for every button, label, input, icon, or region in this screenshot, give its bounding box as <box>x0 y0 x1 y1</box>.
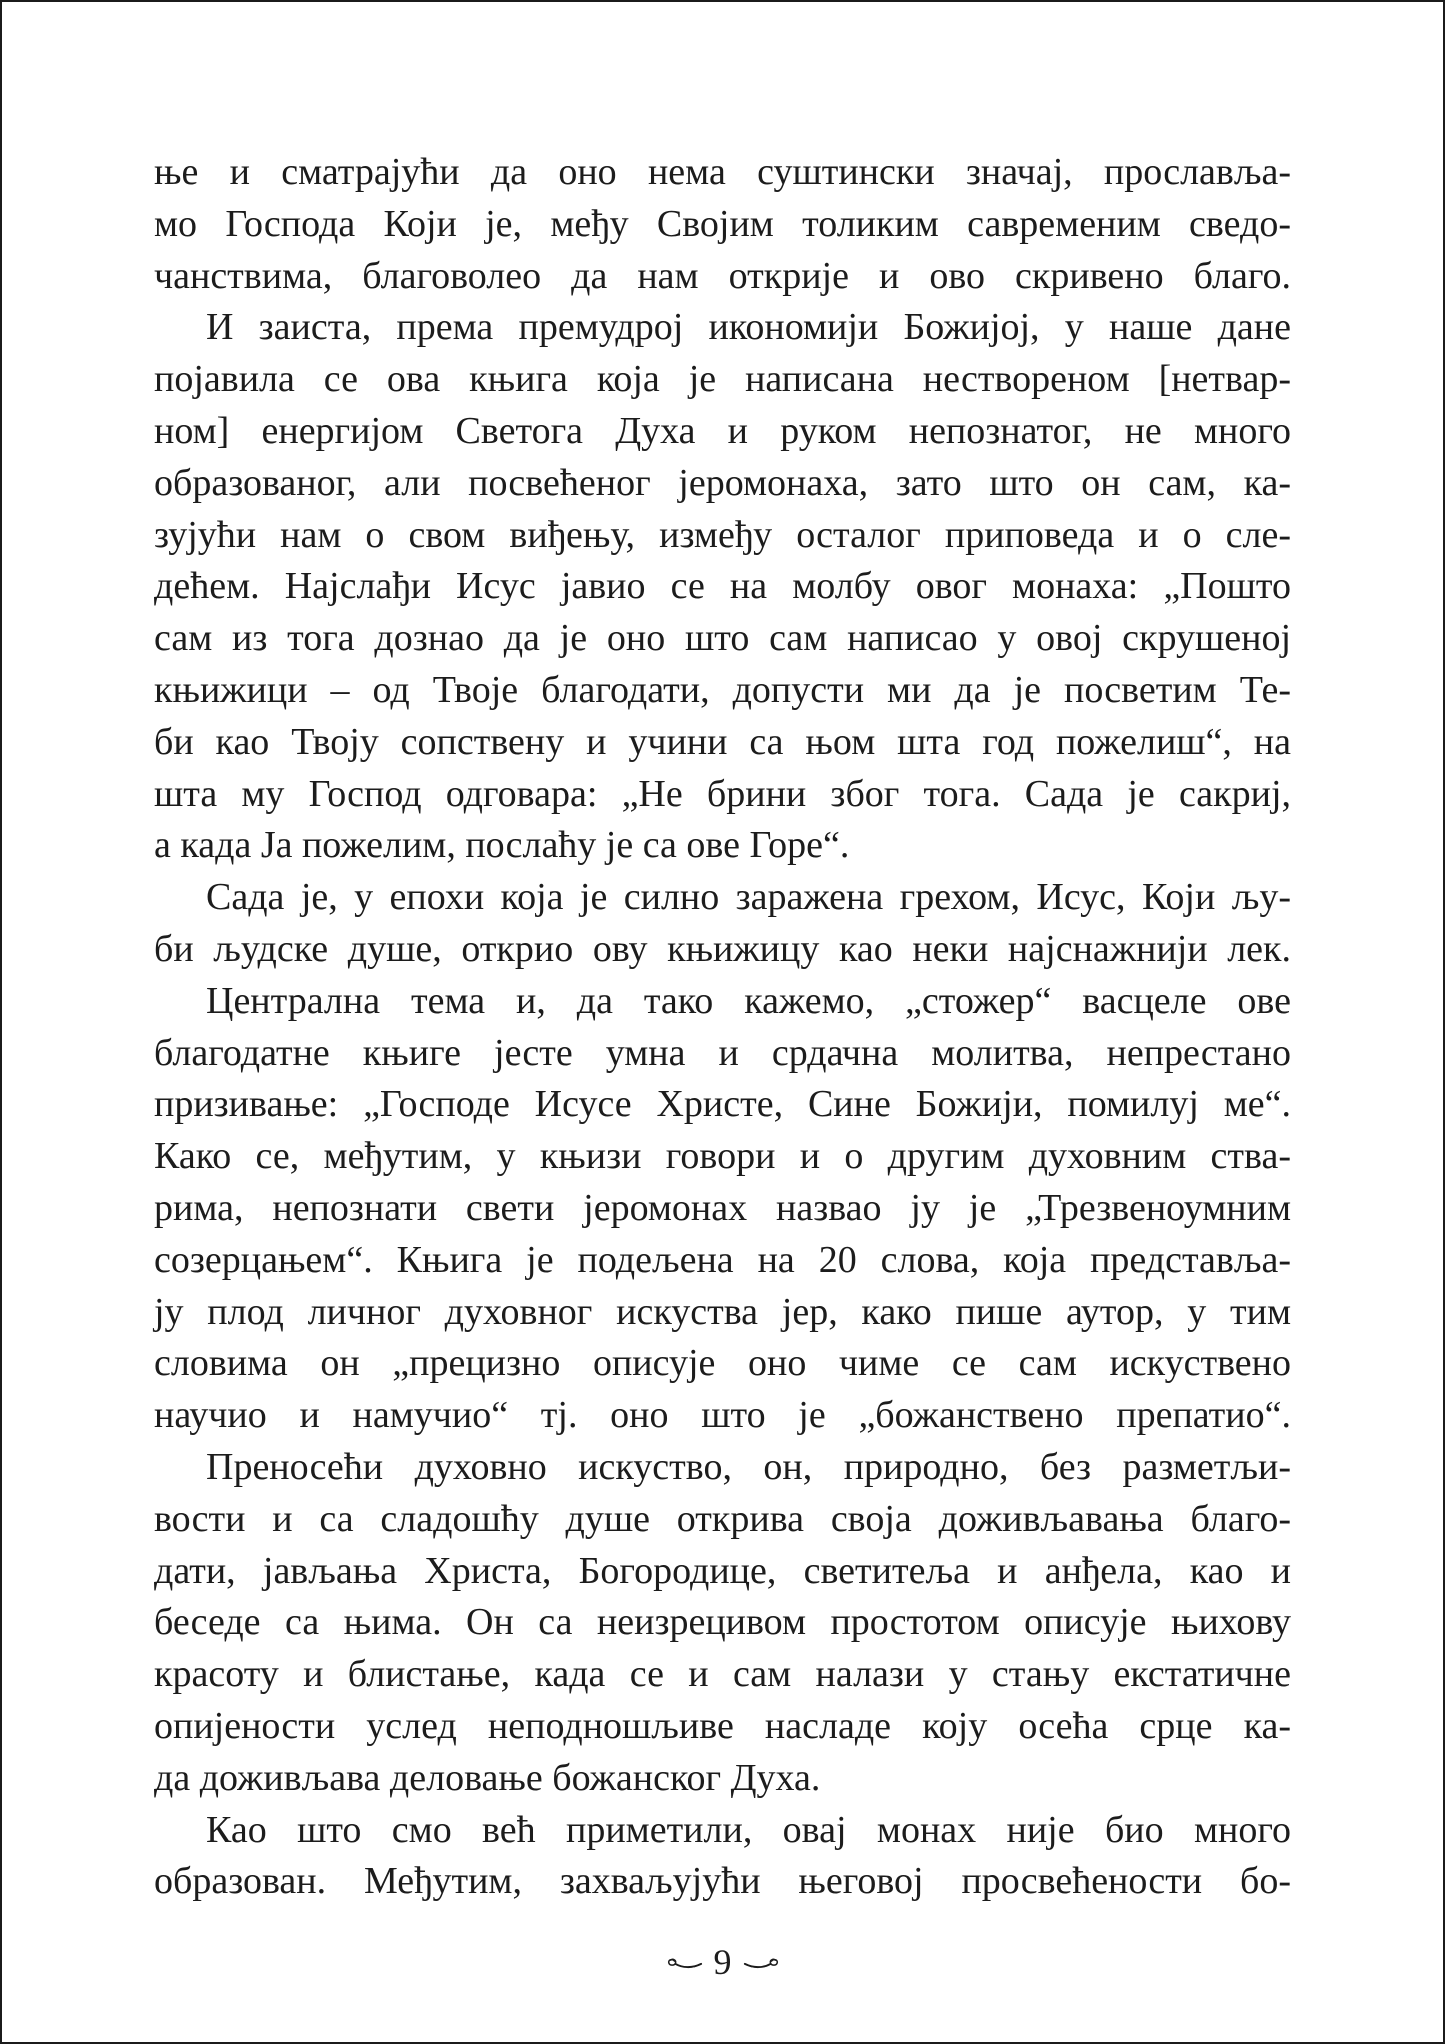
ornament-left-icon <box>666 1952 704 1972</box>
text-line: образованог, али посвећеног јеромонаха, зато што он сам, ка- <box>154 461 1291 504</box>
paragraph <box>154 1442 1291 1805</box>
text-line: Централна тема и, да тако кажемо, „стожер“ васцеле ове <box>206 979 1291 1022</box>
text-line: научио и намучио“ тј. оно што је „божанствено препатио“. <box>154 1394 1291 1437</box>
text-line: И заиста, према премудрој икономији Божијој, у наше дане <box>206 306 1291 349</box>
text-line: ном] енергијом Светога Духа и руком непознатог, не много <box>154 409 1291 452</box>
text-line: благодатне књиге јесте умна и срдачна молитва, непрестано <box>154 1031 1291 1074</box>
text-line: дећем. Најслађи Исус јавио се на молбу овог монаха: „Пошто <box>154 565 1291 608</box>
page-number: 9 <box>713 1942 732 1982</box>
text-line: Како се, међутим, у књизи говори и о другим духовним ства- <box>154 1135 1291 1178</box>
text-line: мо Господа Који је, међу Својим толиким савременим сведо- <box>154 202 1291 245</box>
text-line: појавила се ова књига која је написана нествореном [нетвар- <box>154 358 1291 401</box>
text-line: сам из тога дознао да је оно што сам написао у овој скрушеној <box>154 617 1291 660</box>
paragraph <box>154 302 1291 872</box>
text-line: призивање: „Господе Исусе Христе, Сине Божији, помилуј ме“. <box>154 1083 1291 1126</box>
text-line: красоту и блистање, када се и сам налази у стању екстатичне <box>154 1653 1291 1696</box>
text-line: зујући нам о свом виђењу, између осталог приповеда и о сле- <box>154 513 1291 556</box>
paragraph <box>154 1805 1291 1909</box>
text-line: словима он „прецизно описује оно чиме се сам искуствено <box>154 1342 1291 1385</box>
text-line: ју плод личног духовног искуства јер, како пише аутор, у тим <box>154 1290 1291 1333</box>
paragraph <box>154 976 1291 1442</box>
ornament-right-icon <box>742 1952 780 1972</box>
text-line: Преносећи духовно искуство, он, природно, без разметљи- <box>206 1445 1291 1488</box>
text-line: шта му Господ одговара: „Не брини због тога. Сада је сакриј, <box>154 772 1291 815</box>
page-footer <box>2 1936 1443 1988</box>
text-line: образован. Међутим, захваљујући његовој просвећености бо- <box>154 1860 1291 1903</box>
text-line: созерцањем“. Књига је подељена на 20 слова, која представља- <box>154 1238 1291 1281</box>
text-line: чанствима, благоволео да нам открије и ово скривено благо. <box>154 254 1291 297</box>
paragraph <box>154 872 1291 976</box>
text-line: књижици – од Твоје благодати, допусти ми да је посветим Те- <box>154 668 1291 711</box>
paragraph <box>154 147 1291 302</box>
text-line: вости и са сладошћу душе открива своја доживљавања благо- <box>154 1497 1291 1540</box>
text-line: би као Твоју сопствену и учини са њом шта год пожелиш“, на <box>154 720 1291 763</box>
text-line: би људске душе, открио ову књижицу као неки најснажнији лек. <box>154 927 1291 970</box>
text-line: опијености услед неподношљиве насладе коју осећа срце ка- <box>154 1704 1291 1747</box>
text-line: да доживљава деловање божанског Духа. <box>154 1756 821 1799</box>
text-line: дати, јављања Христа, Богородице, светитеља и анђела, као и <box>154 1549 1291 1592</box>
text-line: беседе са њима. Он са неизрецивом простотом описује њихову <box>154 1601 1291 1644</box>
text-line: рима, непознати свети јеромонах назвао ју је „Трезвеноумним <box>154 1186 1291 1229</box>
text-line: Као што смо већ приметили, овај монах није био много <box>206 1808 1291 1851</box>
text-line: а када Ја пожелим, послаћу је са ове Горе“. <box>154 824 850 867</box>
text-line: ње и сматрајући да оно нема суштински значај, прославља- <box>154 151 1291 193</box>
body-text <box>154 147 1291 1908</box>
text-line: Сада је, у епохи која је силно заражена грехом, Исус, Који љу- <box>206 876 1291 919</box>
